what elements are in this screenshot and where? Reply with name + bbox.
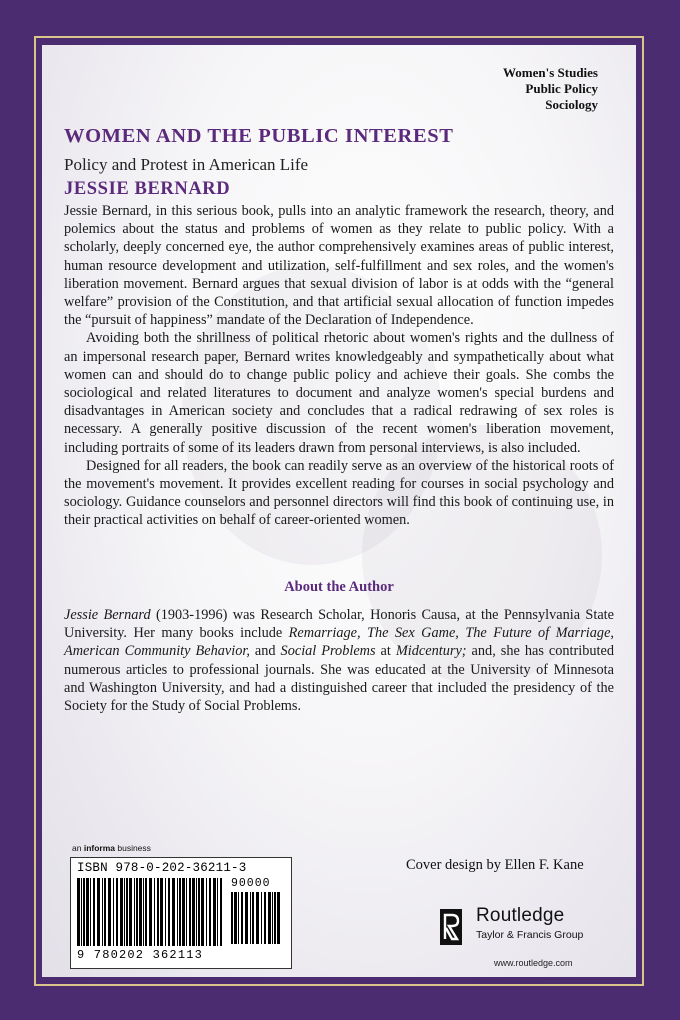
book-midcentury: Midcentury; bbox=[395, 643, 467, 660]
barcode-bar bbox=[157, 878, 159, 946]
publisher-group: Taylor & Francis Group bbox=[476, 929, 584, 941]
barcode-bar bbox=[192, 878, 195, 946]
barcode-bars bbox=[77, 878, 227, 946]
isbn-number: ISBN 978-0-202-36211-3 bbox=[77, 861, 247, 875]
barcode-bar bbox=[160, 878, 163, 946]
barcode-bar bbox=[182, 878, 185, 946]
barcode-bar bbox=[196, 878, 197, 946]
book-subtitle: Policy and Protest in American Life bbox=[64, 155, 309, 174]
barcode-bar bbox=[201, 878, 204, 946]
barcode-bar bbox=[93, 878, 95, 946]
ean-number: 9 780202 362113 bbox=[77, 948, 204, 962]
barcode-bar bbox=[274, 892, 276, 944]
barcode-bar bbox=[104, 878, 106, 946]
barcode-bar bbox=[83, 878, 85, 946]
author-name: Jessie Bernard bbox=[64, 607, 151, 623]
barcode-bar bbox=[250, 892, 251, 944]
subject-categories bbox=[503, 65, 598, 113]
barcode-bar bbox=[145, 878, 147, 946]
informa-suffix: business bbox=[115, 843, 151, 853]
subject-womens-studies: Women's Studies bbox=[503, 65, 598, 80]
book-social-problems: Social Problems bbox=[280, 643, 376, 660]
barcode-bar bbox=[272, 892, 273, 944]
informa-prefix: an bbox=[72, 843, 84, 853]
barcode-bar bbox=[245, 892, 248, 944]
barcode-bar bbox=[189, 878, 191, 946]
blurb-paragraph-3: Designed for all readers, the book can readily serve as an overview of the historical roots of the movement's movement. It provides excellent reading for courses in social psychology and sociology. Guidance counselors and personnel directors will find this book of continuing use, in their practical activities on behalf of career-oriented women. bbox=[64, 457, 614, 529]
barcode-bar bbox=[252, 892, 254, 944]
barcode-bar bbox=[139, 878, 142, 946]
isbn-barcode bbox=[70, 857, 292, 969]
barcode-bar bbox=[231, 892, 233, 944]
barcode-bar bbox=[179, 878, 181, 946]
barcode-bar bbox=[116, 878, 118, 946]
books-list: Remarriage, The Sex Game, The Future of Marriage, American Community Behavior, bbox=[64, 625, 614, 660]
barcode-bar bbox=[186, 878, 187, 946]
book-title: WOMEN AND THE PUBLIC INTEREST bbox=[64, 125, 454, 147]
barcode-bar bbox=[129, 878, 132, 946]
barcode-bar bbox=[261, 892, 262, 944]
barcode-bar bbox=[168, 878, 170, 946]
about-text-4: and, she has contributed numerous articles to professional journals. She was educated at the University of Minnesota and Washington University, and had a distinguished career that included the presidency of the Society for the Study of Social Problems. bbox=[64, 643, 615, 715]
barcode-bar bbox=[77, 878, 80, 946]
barcode-bar bbox=[143, 878, 144, 946]
blurb-paragraph-1: Jessie Bernard, in this serious book, pulls into an analytic framework the research, theory, and polemics about the status and problems of women as they relate to public policy. With a scholarly, deeply concerned eye, the author comprehensively examines areas of public interest, human resource development and utilization, self-fulfillment and sex roles, and the women's liberation movement. Bernard argues that sexual division of labor is at odds with the “general welfare” provision of the Constitution, and that artificial sexual allocation of function impedes the “pursuit of happiness” mandate of the Declaration of Independence. bbox=[64, 203, 614, 329]
about-text-1: (1903-1996) was Research Scholar, Honoris Causa, at the Pennsylvania State University. Her many books include bbox=[64, 607, 614, 642]
barcode-bar bbox=[154, 878, 155, 946]
barcode-bar bbox=[238, 892, 239, 944]
barcode-bar bbox=[124, 878, 125, 946]
barcode-bar bbox=[136, 878, 138, 946]
price-addon-number: 90000 bbox=[231, 877, 271, 890]
blurb bbox=[64, 202, 614, 530]
barcode-bar bbox=[206, 878, 207, 946]
about-text-3: at bbox=[375, 643, 396, 660]
routledge-logo-icon bbox=[440, 909, 462, 945]
barcode-bar bbox=[209, 878, 211, 946]
barcode-bar bbox=[268, 892, 271, 944]
publisher-url[interactable]: www.routledge.com bbox=[494, 958, 573, 968]
barcode-bar bbox=[126, 878, 128, 946]
barcode-bar bbox=[120, 878, 123, 946]
barcode-bar bbox=[172, 878, 175, 946]
barcode-bar bbox=[264, 892, 266, 944]
informa-label bbox=[72, 843, 151, 853]
barcode-bar bbox=[81, 878, 82, 946]
barcode-bar bbox=[113, 878, 114, 946]
barcode-bar bbox=[102, 878, 103, 946]
cover-panel bbox=[42, 45, 636, 977]
barcode-bar bbox=[198, 878, 200, 946]
barcode-bar bbox=[277, 892, 280, 944]
barcode-bar bbox=[108, 878, 111, 946]
cover-design-credit: Cover design by Ellen F. Kane bbox=[406, 857, 584, 873]
about-text-2: and bbox=[249, 643, 281, 660]
barcode-addon-bars bbox=[231, 892, 285, 944]
barcode-bar bbox=[97, 878, 100, 946]
barcode-bar bbox=[241, 892, 243, 944]
barcode-bar bbox=[234, 892, 237, 944]
barcode-bar bbox=[213, 878, 216, 946]
about-author-heading: About the Author bbox=[284, 579, 394, 595]
barcode-bar bbox=[90, 878, 91, 946]
barcode-bar bbox=[256, 892, 259, 944]
barcode-bar bbox=[165, 878, 166, 946]
barcode-bar bbox=[86, 878, 89, 946]
barcode-bar bbox=[217, 878, 218, 946]
informa-brand: informa bbox=[83, 843, 115, 853]
subject-sociology: Sociology bbox=[545, 97, 598, 112]
book-author: JESSIE BERNARD bbox=[64, 179, 231, 199]
barcode-bar bbox=[134, 878, 135, 946]
barcode-bar bbox=[177, 878, 178, 946]
publisher-name: Routledge bbox=[476, 905, 565, 926]
barcode-bar bbox=[220, 878, 222, 946]
blurb-paragraph-2: Avoiding both the shrillness of political rhetoric about women's rights and the dullness of an impersonal research paper, Bernard writes knowledgeably and sympathetically about what women can and should do to change public policy and achieve their goals. She combs the sociological and related literatures to document and analyze women's special burdens and disadvantages in American society and concludes that a radical redrawing of sex roles is necessary. A generally positive discussion of the recent women's liberation movement, including portraits of some of its leaders drawn from personal interviews, is also included. bbox=[64, 330, 614, 456]
barcode-bar bbox=[149, 878, 152, 946]
subject-public-policy: Public Policy bbox=[525, 81, 598, 96]
about-author-text bbox=[64, 606, 614, 715]
